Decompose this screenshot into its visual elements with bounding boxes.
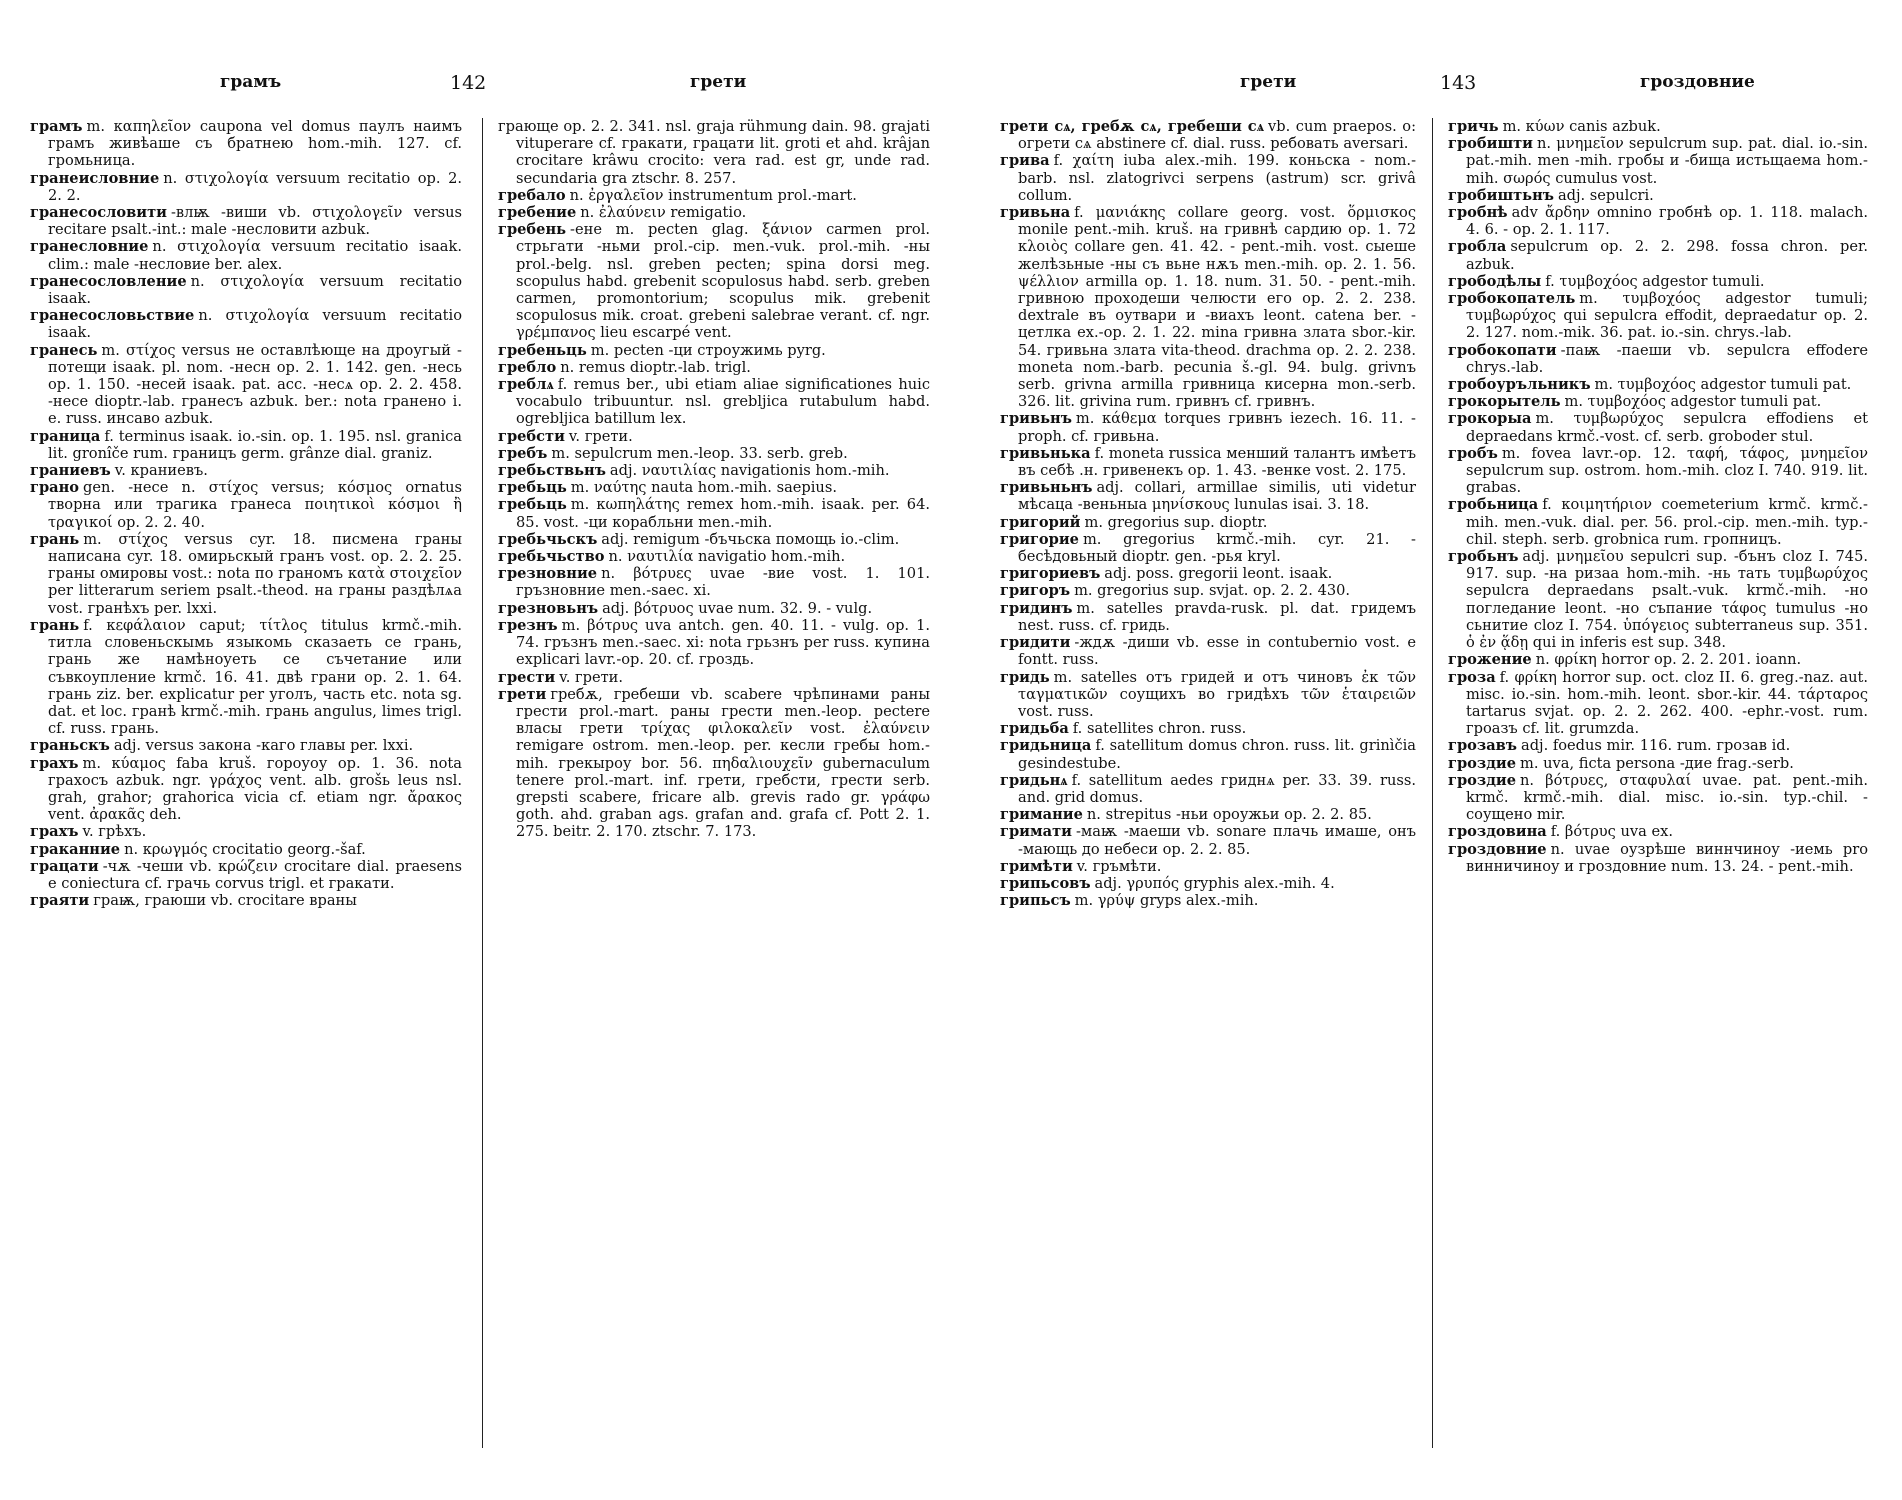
entry-headword: гридьница (1000, 737, 1092, 755)
entry-headword: гребсти (498, 427, 565, 445)
column-divider (1432, 118, 1433, 1448)
entry-headword: гробьнъ (1448, 548, 1519, 566)
dictionary-entry (1448, 841, 1868, 875)
dictionary-entry (1000, 479, 1416, 513)
entry-text: f. satellites chron. russ. (1072, 720, 1247, 738)
dictionary-entry (1448, 204, 1868, 238)
entry-headword: грацати (30, 857, 99, 875)
dictionary-entry (1000, 875, 1416, 892)
dictionary-entry (1000, 669, 1416, 721)
entry-text: v. грети. (559, 668, 624, 686)
entry-text: f. κοιμητήριον coemeterium krmč. krmč.-mih. men.-vuk. dial. per. 56. prol.-cip. men.-mih. typ.-chil. steph. serb. grobnica rum. гропницъ. (1466, 496, 1868, 548)
entry-headword: гребеньць (498, 341, 587, 359)
entry-text: sepulcrum op. 2. 2. 298. fossa chron. per. azbuk. (1466, 238, 1868, 273)
entry-text: гребѫ, гребеши vb. scabere чрѣпинами раны грести prol.-mart. раны грести men.-leop. pectere власы грети τρίχας φιλοκαλεῖν vost. ἐλαύνειν remigare ostrom. men.-leop. per. кесли гребы hom.-mih. грекыроу bor. 56. πηδαλιουχεῖν gubernaculum tenere prol.-mart. inf. грети, гребсти, грести serb. grepsti scabere, fricare alb. grevis rado gr. γράφω goth. ahd. graban ags. grafan and. grafa cf. Pott 2. 1. 275. beitr. 2. 170. ztschr. 7. 173. (516, 685, 930, 841)
entry-text: n. remus dioptr.-lab. trigl. (560, 358, 751, 376)
entry-text: adj. versus закона -каго главы per. lxxi. (113, 737, 414, 755)
entry-text: n. βότρυες uvae -вие vost. 1. 101. гръзновние men.-saec. xi. (516, 565, 930, 600)
dictionary-entry (498, 359, 930, 376)
entry-text: n. μνημεῖον sepulcrum sup. pat. dial. io.-sin. pat.-mih. men -mih. гробы и -бища истьщаема hom.-mih. σωρός cumulus vost. (1466, 135, 1868, 187)
entry-text: f. φρίκη horror sup. oct. cloz II. 6. greg.-naz. aut. misc. io.-sin. hom.-mih. leont. sbor.-kir. 44. τάρταρος tartarus svjat. op. 2. 2. 262. 400. -ephr.-vost. rum. гроазъ cf. lit. grumzda. (1466, 668, 1868, 738)
dictionary-entry (30, 617, 462, 737)
entry-headword: граньскъ (30, 737, 110, 755)
entry-text: m. καπηλεῖον caupona vel domus паулъ наимъ грамъ живѣаше съ братнею hom.-mih. 127. cf. громьница. (48, 118, 462, 170)
dictionary-entry (498, 376, 930, 428)
entry-headword: гребень (498, 221, 567, 239)
dictionary-entry (1000, 582, 1416, 599)
dictionary-entry (1000, 118, 1416, 152)
dictionary-entry (498, 428, 930, 445)
entry-text: m. satelles pravda-rusk. pl. dat. гридемъ nest. russ. cf. гридь. (1018, 599, 1416, 634)
entry-headword: гробьница (1448, 496, 1539, 514)
dictionary-entry (1448, 772, 1868, 824)
dictionary-entry (1448, 238, 1868, 272)
page-number: 143 (1440, 72, 1477, 94)
entry-headword: гребьствьнъ (498, 462, 606, 480)
dictionary-entry (498, 204, 930, 221)
entry-headword: грахъ (30, 754, 79, 772)
dictionary-entry (498, 496, 930, 530)
entry-text: f. βότρυς uva ex. (1550, 823, 1673, 841)
entry-text: gen. -несе n. στίχος versus; κόσμος ornatus творна или трагика гранеса ποιητικοὶ κόσμοι ἢ τραγικοί op. 2. 2. 40. (48, 479, 462, 531)
dictionary-entry (1448, 273, 1868, 290)
entry-headword: грозавъ (1448, 737, 1517, 755)
dictionary-entry (498, 617, 930, 669)
dictionary-entry (1448, 135, 1868, 187)
entry-headword: гранесословити (30, 204, 167, 222)
entry-text: f. satellitum aedes гриднѧ per. 33. 39. russ. and. grid domus. (1018, 771, 1416, 806)
dictionary-entry (30, 755, 462, 824)
dictionary-entry (1000, 204, 1416, 410)
entry-headword: граниевъ (30, 462, 111, 480)
entry-headword: гробоуръльникъ (1448, 376, 1591, 394)
dictionary-entry (1000, 152, 1416, 204)
dictionary-entry (1000, 720, 1416, 737)
entry-text: -ене m. pecten glag. ξάνιον carmen prol. стрьгати -ньми prol.-cip. men.-vuk. prol.-mih. -ны prol.-belg. nsl. greben pecten; spina dorsi meg. scopulus habd. grebenit scopulosus habd. serb. greben carmen, promontorium; scopulus mik. grebenit scopulosus mik. croat. grebeni salebrae verant. cf. ngr. γρέμπανος lieu escarpé vent. (516, 221, 930, 342)
entry-headword: гребало (498, 186, 566, 204)
entry-text: m. sepulcrum men.-leop. 33. serb. greb. (551, 444, 848, 462)
entry-text: f. κεφάλαιον caput; τίτλος titulus krmč.-mih. титла словеньскымь языкомь сказаеть се грань, грань же намѣноуеть се съчетание или съвкоуплениe krmč. 16. 41. двѣ грани op. 2. 1. 64. грань ziz. ber. explicatur per уголъ, часть etc. nota sg. dat. et loc. гранѣ krmč.-mih. грань angulus, limes trigl. cf. russ. грань. (48, 616, 462, 738)
dictionary-entry (1448, 118, 1868, 135)
entry-text: m. κύαμος faba kruš. гороуоу op. 1. 36. nota грахосъ azbuk. ngr. γράχος vent. alb. grošь leus nsl. grah, grahor; grahorica vicia cf. etiam ngr. ἄρακος vent. ἀρακᾶς deh. (48, 754, 462, 824)
entry-text: -маѭ -маеши vb. sonare плачь имаше, онъ -мающь до небеси op. 2. 2. 85. (1018, 823, 1416, 858)
entry-text: adj. foedus mir. 116. rum. грозав id. (1521, 737, 1791, 755)
dictionary-entry (498, 565, 930, 599)
entry-headword: гримати (1000, 823, 1072, 841)
dictionary-entry (1000, 772, 1416, 806)
entry-text: m. τυμβωρύχος sepulcra effodiens et depraedans krmč.-vost. cf. serb. groboder stul. (1466, 410, 1868, 445)
entry-text: f. remus ber., ubi etiam aliae significationes huic vocabulo tribuuntur. nsl. grebljica rutabulum habd. ogrebljica batillum lex. (516, 376, 930, 428)
entry-text: adv ἄρδην omnino гробнѣ op. 1. 118. malach. 4. 6. - op. 2. 1. 117. (1466, 204, 1868, 239)
dictionary-entry (1000, 531, 1416, 565)
entry-headword: гридьба (1000, 720, 1069, 738)
dictionary-entry (1448, 410, 1868, 444)
entry-text: adj. sepulcri. (1557, 186, 1654, 204)
entry-headword: григорий (1000, 513, 1081, 531)
dictionary-entry (1448, 496, 1868, 548)
dictionary-entry (1000, 806, 1416, 823)
entry-text: n. ναυτιλία navigatio hom.-mih. (608, 548, 846, 566)
entry-text: adj. μνημεῖου sepulcri sup. -бънъ cloz I. 745. 917. sup. -на ризаа hom.-mih. -нь тать τυμβωρύχος sepulcra depraedans psalt.-vuk. krmč.-mih. -но погледание leont. -но съпание τάφος tumulus -но сьнитие cloz I. 754. ὑπόγειος subterraneus sup. 351. ὁ ἐν ᾅδῃ qui in inferis est sup. 348. (1466, 548, 1868, 652)
entry-text: m. ναύτης nauta hom.-mih. saepius. (570, 479, 837, 497)
dictionary-entry (498, 187, 930, 204)
dictionary-entry (1448, 737, 1868, 754)
entry-text: adj. remigum -бъчьска помощь io.-clim. (601, 530, 900, 548)
dictionary-entry (30, 531, 462, 617)
entry-headword: григориевъ (1000, 565, 1101, 583)
column-divider (482, 118, 483, 1448)
dictionary-entry (30, 737, 462, 754)
entry-headword: грокорытель (1448, 393, 1561, 411)
page-number: 142 (450, 72, 487, 94)
entry-text: v. гръмѣти. (1076, 857, 1162, 875)
dictionary-entry (498, 342, 930, 359)
dictionary-entry (30, 428, 462, 462)
dictionary-entry (1000, 514, 1416, 531)
entry-text: m. gregorius sup. svjat. op. 2. 2. 430. (1074, 582, 1351, 600)
entry-headword: гричь (1448, 118, 1499, 135)
entry-text: n. φρίκη horror op. 2. 2. 201. ioann. (1535, 651, 1802, 669)
dictionary-entry (498, 221, 930, 341)
entry-text: n. βότρυες, σταφυλαί uvae. pat. pent.-mih. krmč. krmč.-mih. dial. misc. io.-sin. typ.-chil. - соущено mir. (1466, 771, 1868, 824)
entry-text: f. τυμβοχόος adgestor tumuli. (1545, 272, 1765, 290)
header-left-word: грамъ (220, 72, 282, 92)
dictionary-entry (1000, 410, 1416, 444)
entry-headword: григорие (1000, 530, 1079, 548)
entry-text: m. κωπηλάτης remex hom.-mih. isaak. per. 64. 85. vost. -ци корабльни men.-mih. (516, 496, 930, 531)
entry-text: граѭ, граюши vb. crocitare враны (93, 892, 357, 910)
entry-headword: грамъ (30, 118, 83, 135)
entry-text: f. μανιάκης collare georg. vost. ὅρμισκος monile pent.-mih. kruš. на гривнѣ сардию op. 1. 72 κλοιὸς collare gen. 41. 42. - pent.-mih. vost. сыеше желѣзьные -ны съ вьне нѫъ men.-mih. op. 2. 1. 56. ψέλλιον armilla op. 1. 18. num. 31. 50. - pent.-mih. гривною проходеши челюсти его op. 2. 2. 238. dextrale въ оутвари и -виахъ leont. catena ber. - цетлка ex.-op. 2. 1. 22. mina гривна злата sbor.-kir. 54. гривьна злата vita-theod. drachma op. 2. 2. 238. moneta nom.-barb. pecunia š.-gl. 94. bulg. grivnъ serb. grivna armilla гривница кисерна mon.-serb. 326. lit. grivina rum. гривнъ cf. гривнъ. (1018, 204, 1416, 411)
entry-headword: грожение (1448, 651, 1532, 669)
dictionary-entry (498, 445, 930, 462)
running-header (1000, 72, 1880, 102)
column-left (1000, 118, 1416, 909)
entry-headword: гримѣти (1000, 857, 1073, 875)
entry-headword: гробокопатель (1448, 290, 1576, 308)
entry-text: m. τυμβοχόος adgestor tumuli pat. (1564, 393, 1822, 411)
entry-headword: грань (30, 530, 80, 548)
entry-headword: гривьнъ (1000, 410, 1072, 428)
dictionary-entry (498, 479, 930, 496)
entry-headword: гроздовние (1448, 840, 1547, 858)
dictionary-entry (30, 892, 462, 909)
entry-text: m. κάθεμα torques гривнъ iezech. 16. 11. - proph. cf. гривьна. (1018, 410, 1416, 445)
entry-text: m. gregorius krmč.-mih. cyr. 21. - бесѣдовьный dioptr. gen. -рья kryl. (1018, 530, 1416, 566)
entry-headword: гробла (1448, 238, 1507, 256)
dictionary-entry (498, 118, 930, 187)
entry-text: f. satellitum domus chron. russ. lit. grinìčia gesindestube. (1018, 737, 1416, 772)
dictionary-entry (30, 479, 462, 531)
entry-text: m. uva, ficta persona -дие frag.-serb. (1520, 754, 1794, 772)
dictionary-entry (1448, 823, 1868, 840)
entry-headword: гребло (498, 358, 557, 376)
entry-text: n. στιχολογία versuum recitatio op. 2. 2. 2. (48, 169, 462, 204)
entry-headword: грободѣлы (1448, 272, 1542, 290)
dictionary-entry (1448, 669, 1868, 738)
dictionary-entry (30, 342, 462, 428)
entry-headword: гривьна (1000, 204, 1071, 222)
column-right (1448, 118, 1868, 875)
dictionary-entry (1000, 634, 1416, 668)
entry-headword: гробнѣ (1448, 204, 1508, 222)
entry-headword: гроза (1448, 668, 1496, 686)
page-142 (30, 0, 930, 1500)
dictionary-entry (498, 669, 930, 686)
entry-headword: гридити (1000, 634, 1071, 652)
dictionary-entry (1000, 892, 1416, 909)
entry-text: n. κρωγμός crocitatio georg.-šaf. (124, 840, 366, 858)
entry-headword: грети сѧ, гребѫ сѧ, гребеши сѧ (1000, 118, 1264, 135)
entry-text: m. στίχος versus cyr. 18. писмена граны написана cyr. 18. омирьскый гранъ vost. op. 2. 2. 25. граны омировы vost.: nota по граномъ κατὰ στοιχεῖον per litterarum seriem psalt.-theod. на граны раздѣлѧа vost. гранѣхъ per. lxxi. (48, 530, 462, 617)
entry-text: adj. poss. gregorii leont. isaak. (1104, 565, 1333, 583)
entry-text: n. στιχολογία versuum recitatio isaak. (48, 272, 462, 308)
entry-headword: грахъ (30, 823, 79, 841)
entry-headword: грести (498, 668, 556, 686)
header-left-word: грети (1240, 72, 1297, 92)
entry-text: adj. collari, armillae similis, uti videtur мѣсаца -вeньныа μηνίσκους lunulas isai. 3. 18. (1018, 479, 1416, 514)
entry-text: m. βότρυς uva antch. gen. 40. 11. - vulg. op. 1. 74. гръзнъ men.-saec. xi: nota грьзнъ per russ. купина explicari lavr.-op. 20. cf. гроздь. (516, 616, 930, 669)
dictionary-entry (1000, 565, 1416, 582)
entry-text: m. στίχος versus не оставлѣюще на дроугый - потещи isaak. pl. nom. -несн op. 2. 1. 142. gen. -несь op. 1. 150. -несей isaak. pat. acc. -несѧ op. 2. 2. 458. -несе dioptr.-lab. гранесъ azbuk. ber.: nota гранено i. e. russ. инсаво azbuk. (48, 341, 462, 428)
entry-headword: гранесловние (30, 238, 149, 256)
header-right-word: гроздовние (1640, 72, 1755, 92)
entry-text: m. τυμβοχόος adgestor tumuli pat. (1594, 376, 1852, 394)
entry-headword: грокорыа (1448, 410, 1532, 428)
entry-headword: грезнъ (498, 616, 558, 634)
dictionary-entry (498, 462, 930, 479)
dictionary-entry (1000, 737, 1416, 771)
dictionary-entry (1448, 548, 1868, 651)
dictionary-entry (1448, 445, 1868, 497)
dictionary-entry (1448, 651, 1868, 668)
entry-text: adj. βότρυος uvae num. 32. 9. - vulg. (602, 599, 873, 617)
entry-headword: грезновние (498, 565, 598, 583)
dictionary-entry (1000, 600, 1416, 634)
entry-headword: граканние (30, 840, 121, 858)
entry-headword: гробиштьнъ (1448, 186, 1554, 204)
entry-headword: грива (1000, 152, 1050, 170)
entry-text: m. fovea lavr.-op. 12. ταφή, τάφος, μνημεῖον sepulcrum sup. ostrom. hom.-mih. cloz I. 740. 919. lit. grabas. (1466, 444, 1868, 497)
entry-text: m. pecten -ци строужимь pyrg. (590, 341, 826, 359)
dictionary-entry (1448, 393, 1868, 410)
dictionary-entry (498, 548, 930, 565)
dictionary-entry (30, 273, 462, 307)
dictionary-entry (1000, 858, 1416, 875)
entry-text: n. στιχολογία versuum recitatio isaak. (48, 307, 462, 342)
entry-headword: гроздие (1448, 771, 1517, 789)
entry-headword: грипьсъ (1000, 892, 1071, 910)
entry-headword: гробъ (1448, 444, 1498, 462)
entry-headword: гримание (1000, 806, 1083, 824)
dictionary-entry (1000, 445, 1416, 479)
entry-text: грающе op. 2. 2. 341. nsl. graja rühmung dain. 98. grajati vituperare cf. гракати, грацати lit. groti et ahd. krâjan crocitare krâwu crocito: vera rad. est gr, unde rad. secundaria gra ztschr. 8. 257. (498, 118, 930, 187)
entry-headword: гребьць (498, 496, 567, 514)
dictionary-entry (1448, 755, 1868, 772)
dictionary-entry (30, 204, 462, 238)
dictionary-entry (498, 531, 930, 548)
dictionary-entry (30, 858, 462, 892)
dictionary-entry (30, 118, 462, 170)
entry-text: adj. ναυτιλίας navigationis hom.-mih. (609, 462, 890, 480)
entry-text: -паѭ -паеши vb. sepulcra effodere chrys.-lab. (1466, 341, 1868, 376)
entry-text: -влѭ -виши vb. στιχολογεῖν versus recitare psalt.-int.: male -несловити azbuk. (48, 204, 462, 239)
dictionary-entry (30, 238, 462, 272)
entry-headword: гридь (1000, 668, 1050, 686)
entry-headword: грань (30, 616, 80, 634)
entry-text: v. краниевъ. (114, 462, 208, 480)
entry-text: vb. cum praepos. о: огрети сѧ abstinere cf. dial. russ. ребовать aversari. (1018, 118, 1416, 153)
entry-text: f. χαίτη iuba alex.-mih. 199. коньска - nom.-barb. nsl. zlatogrivci serpens (astrum) scr. grivâ collum. (1018, 152, 1416, 204)
entry-headword: граяти (30, 892, 90, 910)
entry-headword: григоръ (1000, 582, 1071, 600)
entry-headword: гривьнька (1000, 444, 1091, 462)
column-left (30, 118, 462, 909)
entry-headword: гранеисловние (30, 169, 160, 187)
entry-headword: греблѧ (498, 376, 554, 394)
column-right (498, 118, 930, 841)
entry-headword: граница (30, 427, 101, 445)
entry-headword: гребение (498, 204, 577, 222)
running-header (30, 72, 930, 102)
dictionary-entry (1448, 290, 1868, 342)
dictionary-entry (30, 170, 462, 204)
entry-headword: грети (498, 685, 547, 703)
entry-text: n. ἐργαλεῖον instrumentum prol.-mart. (569, 186, 857, 204)
dictionary-entry (30, 823, 462, 840)
entry-text: v. грети. (568, 427, 633, 445)
entry-text: -чѫ -чеши vb. κρώζειν crocitare dial. praesens e coniectura cf. грачь corvus trigl. et гракати. (48, 857, 462, 892)
entry-headword: гребъ (498, 444, 548, 462)
entry-headword: гребьчьскъ (498, 530, 598, 548)
entry-headword: гробокопати (1448, 341, 1557, 359)
dictionary-entry (30, 841, 462, 858)
dictionary-entry (30, 307, 462, 341)
entry-headword: гранесословьствие (30, 307, 195, 325)
entry-headword: гридинъ (1000, 599, 1073, 617)
entry-text: m. τυμβοχόος adgestor tumuli; τυμβωρύχος qui sepulcra effodit, depraedatur op. 2. 2. 127. nom.-mik. 36. pat. io.-sin. chrys.-lab. (1466, 290, 1868, 342)
entry-headword: гранесословление (30, 272, 187, 290)
entry-headword: грезновьнъ (498, 599, 599, 617)
dictionary-entry (498, 686, 930, 841)
dictionary-entry (1448, 342, 1868, 376)
dictionary-entry (498, 600, 930, 617)
entry-text: n. strepitus -ньи ороужьи op. 2. 2. 85. (1086, 806, 1372, 824)
entry-text: n. στιχολογία versuum recitatio isaak. clim.: male -несловие ber. alex. (48, 238, 462, 273)
entry-headword: гридьнѧ (1000, 771, 1068, 789)
entry-headword: гроздие (1448, 754, 1517, 772)
entry-text: f. terminus isaak. io.-sin. op. 1. 195. nsl. granica lit. gronîče rum. границъ germ. grânze dial. graniz. (48, 427, 462, 462)
entry-headword: гребьць (498, 479, 567, 497)
dictionary-entry (1448, 187, 1868, 204)
entry-text: m. satelles отъ гридей и отъ чиновъ ἐκ τῶν ταγματικῶν соущихъ во гридѣхъ τῶν ἑταιρειῶν vost. russ. (1018, 668, 1416, 720)
entry-headword: гранесь (30, 341, 98, 359)
dictionary-entry (1000, 823, 1416, 857)
entry-headword: гребьчьство (498, 548, 605, 566)
entry-text: n. ἐλαύνειν remigatio. (580, 204, 747, 222)
entry-headword: гроздовина (1448, 823, 1547, 841)
entry-text: m. κύων canis azbuk. (1502, 118, 1661, 135)
entry-text: f. moneta russica менший талантъ имѣетъ въ себѣ .н. гривенекъ op. 1. 43. -венке vost. 2. 175. (1018, 444, 1416, 480)
entry-text: m. gregorius sup. dioptr. (1084, 513, 1268, 531)
entry-headword: гривьньнъ (1000, 479, 1093, 497)
dictionary-entry (1448, 376, 1868, 393)
entry-headword: грано (30, 479, 80, 497)
header-right-word: грети (690, 72, 747, 92)
dictionary-entry (30, 462, 462, 479)
entry-text: -ждѫ -диши vb. esse in contubernio vost. e fontt. russ. (1018, 634, 1416, 669)
entry-headword: гробишти (1448, 135, 1533, 153)
entry-headword: грипьсовъ (1000, 874, 1091, 892)
entry-text: v. грѣхъ. (82, 823, 147, 841)
entry-text: m. γρύψ gryps alex.-mih. (1074, 892, 1259, 910)
entry-text: n. uvae оузрѣше виннчиноу -иемь pro винничиноу и гроздовние num. 13. 24. - pent.-mih. (1466, 840, 1868, 875)
entry-text: adj. γρυπός gryphis alex.-mih. 4. (1094, 874, 1335, 892)
page-143 (1000, 0, 1880, 1500)
